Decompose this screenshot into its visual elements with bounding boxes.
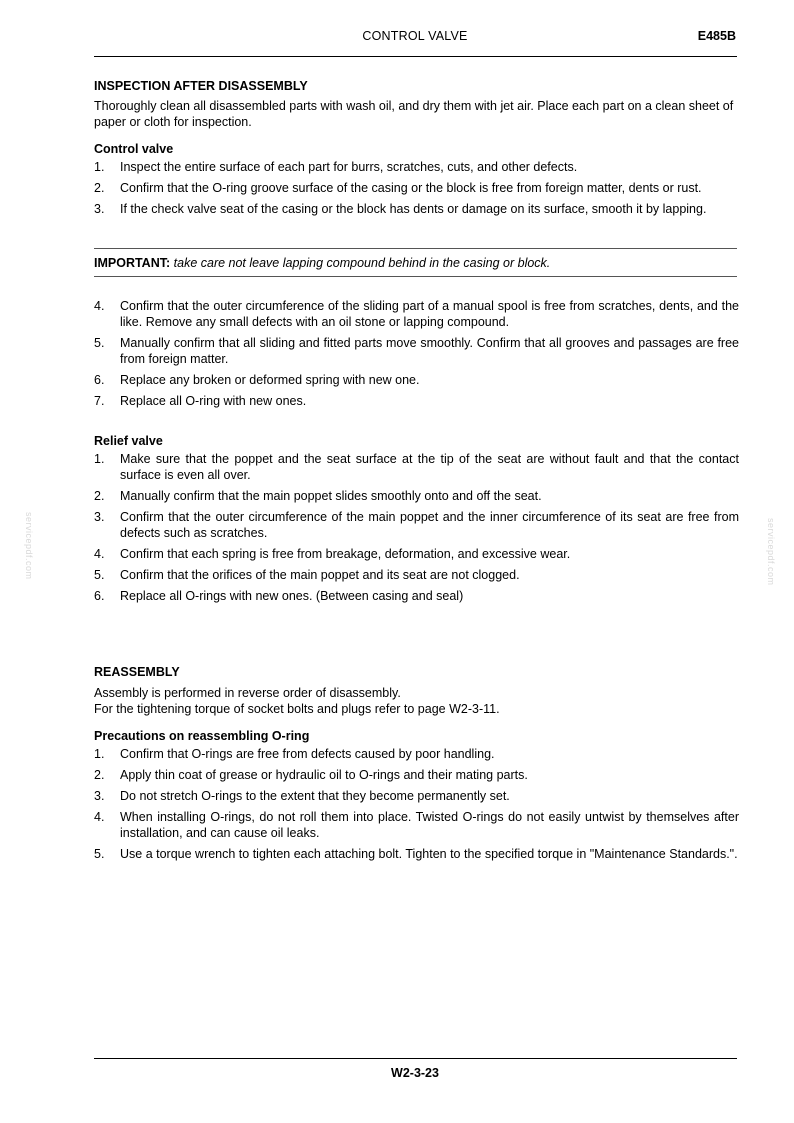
reassembly-line1: Assembly is performed in reverse order of disassembly.	[94, 686, 401, 700]
important-text: take care not leave lapping compound behind in the casing or block.	[173, 256, 551, 270]
list-item-number: 6.	[94, 589, 105, 603]
list-item	[94, 509, 739, 541]
list-item-number: 5.	[94, 568, 105, 582]
list-item-text: Replace all O-rings with new ones. (Between casing and seal)	[120, 589, 464, 603]
list-item	[94, 451, 739, 483]
list-item-text: Make sure that the poppet and the seat surface at the tip of the seat are without fault and that the contact surface is even all over.	[120, 452, 739, 482]
reassembly-title: REASSEMBLY	[94, 665, 180, 679]
important-label: IMPORTANT:	[94, 256, 171, 270]
list-item-text: Use a torque wrench to tighten each attaching bolt. Tighten to the specified torque in "Maintenance Standards.".	[120, 847, 738, 861]
precautions-title: Precautions on reassembling O-ring	[94, 729, 310, 743]
list-item	[94, 180, 739, 196]
list-item	[94, 335, 739, 367]
control-valve-title: Control valve	[94, 142, 174, 156]
important-top-rule	[94, 248, 737, 249]
list-item	[94, 746, 739, 762]
list-item-number: 1.	[94, 160, 105, 174]
list-item	[94, 488, 739, 504]
list-item-number: 6.	[94, 373, 105, 387]
list-item-number: 3.	[94, 202, 105, 216]
inspection-section	[94, 78, 739, 222]
relief-valve-section	[94, 433, 739, 609]
watermark-left: servicepdf.com	[24, 512, 34, 580]
list-item-text: If the check valve seat of the casing or the block has dents or damage on its surface, smooth it by lapping.	[120, 202, 707, 216]
list-item-number: 5.	[94, 847, 105, 861]
list-item-text: Confirm that the outer circumference of the sliding part of a manual spool is free from scratches, dents, and the like. Remove any small defects with an oil stone or lapping compound.	[120, 299, 739, 329]
list-item	[94, 201, 739, 217]
list-item-number: 3.	[94, 789, 105, 803]
list-item-text: Confirm that the O-ring groove surface of the casing or the block is free from foreign matter, dents or rust.	[120, 181, 702, 195]
footer-rule	[94, 1058, 737, 1059]
header-rule	[94, 56, 737, 57]
list-item-text: Manually confirm that the main poppet slides smoothly onto and off the seat.	[120, 489, 542, 503]
footer-page-code: W2-3-23	[391, 1066, 439, 1080]
list-item	[94, 298, 739, 330]
list-item-number: 4.	[94, 810, 105, 824]
list-item	[94, 567, 739, 583]
list-item-number: 5.	[94, 336, 105, 350]
list-item-text: Replace all O-ring with new ones.	[120, 394, 307, 408]
list-item-number: 1.	[94, 452, 105, 466]
list-item-text: Confirm that O-rings are free from defects caused by poor handling.	[120, 747, 495, 761]
relief-valve-list	[94, 451, 739, 604]
list-item	[94, 393, 739, 409]
watermark-right: servicepdf.com	[766, 518, 776, 586]
precautions-list	[94, 746, 739, 862]
reassembly-section	[94, 664, 739, 867]
list-item-text: Apply thin coat of grease or hydraulic oil to O-rings and their mating parts.	[120, 768, 528, 782]
header-title: CONTROL VALVE	[362, 29, 468, 43]
header-model: E485B	[697, 29, 736, 43]
inspection-intro: Thoroughly clean all disassembled parts with wash oil, and dry them with jet air. Place each part on a clean sheet of paper or cloth for inspection.	[94, 99, 734, 129]
list-item	[94, 372, 739, 388]
list-item-text: Manually confirm that all sliding and fitted parts move smoothly. Confirm that all grooves and passages are free from foreign matter.	[120, 336, 739, 366]
control-valve-list-a	[94, 159, 739, 217]
list-item	[94, 809, 739, 841]
list-item	[94, 767, 739, 783]
list-item-number: 7.	[94, 394, 105, 408]
control-valve-continued	[94, 298, 739, 414]
list-item	[94, 588, 739, 604]
list-item-text: Confirm that the outer circumference of the main poppet and the inner circumference of its seat are free from defects such as scratches.	[120, 510, 739, 540]
important-note	[94, 256, 550, 270]
inspection-title: INSPECTION AFTER DISASSEMBLY	[94, 79, 308, 93]
list-item-text: Confirm that each spring is free from breakage, deformation, and excessive wear.	[120, 547, 571, 561]
list-item-number: 2.	[94, 489, 105, 503]
list-item-number: 4.	[94, 299, 105, 313]
reassembly-line2: For the tightening torque of socket bolts and plugs refer to page W2-3-11.	[94, 702, 500, 716]
list-item-text: When installing O-rings, do not roll them into place. Twisted O-rings do not easily untwist by themselves after installation, and can cause oil leaks.	[120, 810, 739, 840]
list-item-number: 3.	[94, 510, 105, 524]
list-item-text: Inspect the entire surface of each part for burrs, scratches, cuts, and other defects.	[120, 160, 578, 174]
list-item	[94, 546, 739, 562]
list-item-text: Replace any broken or deformed spring with new one.	[120, 373, 420, 387]
list-item	[94, 788, 739, 804]
list-item	[94, 159, 739, 175]
relief-valve-title: Relief valve	[94, 434, 163, 448]
important-bottom-rule	[94, 276, 737, 277]
list-item	[94, 846, 739, 862]
list-item-number: 1.	[94, 747, 105, 761]
list-item-number: 4.	[94, 547, 105, 561]
list-item-number: 2.	[94, 181, 105, 195]
list-item-number: 2.	[94, 768, 105, 782]
list-item-text: Do not stretch O-rings to the extent that they become permanently set.	[120, 789, 510, 803]
control-valve-list-b	[94, 298, 739, 409]
list-item-text: Confirm that the orifices of the main poppet and its seat are not clogged.	[120, 568, 520, 582]
